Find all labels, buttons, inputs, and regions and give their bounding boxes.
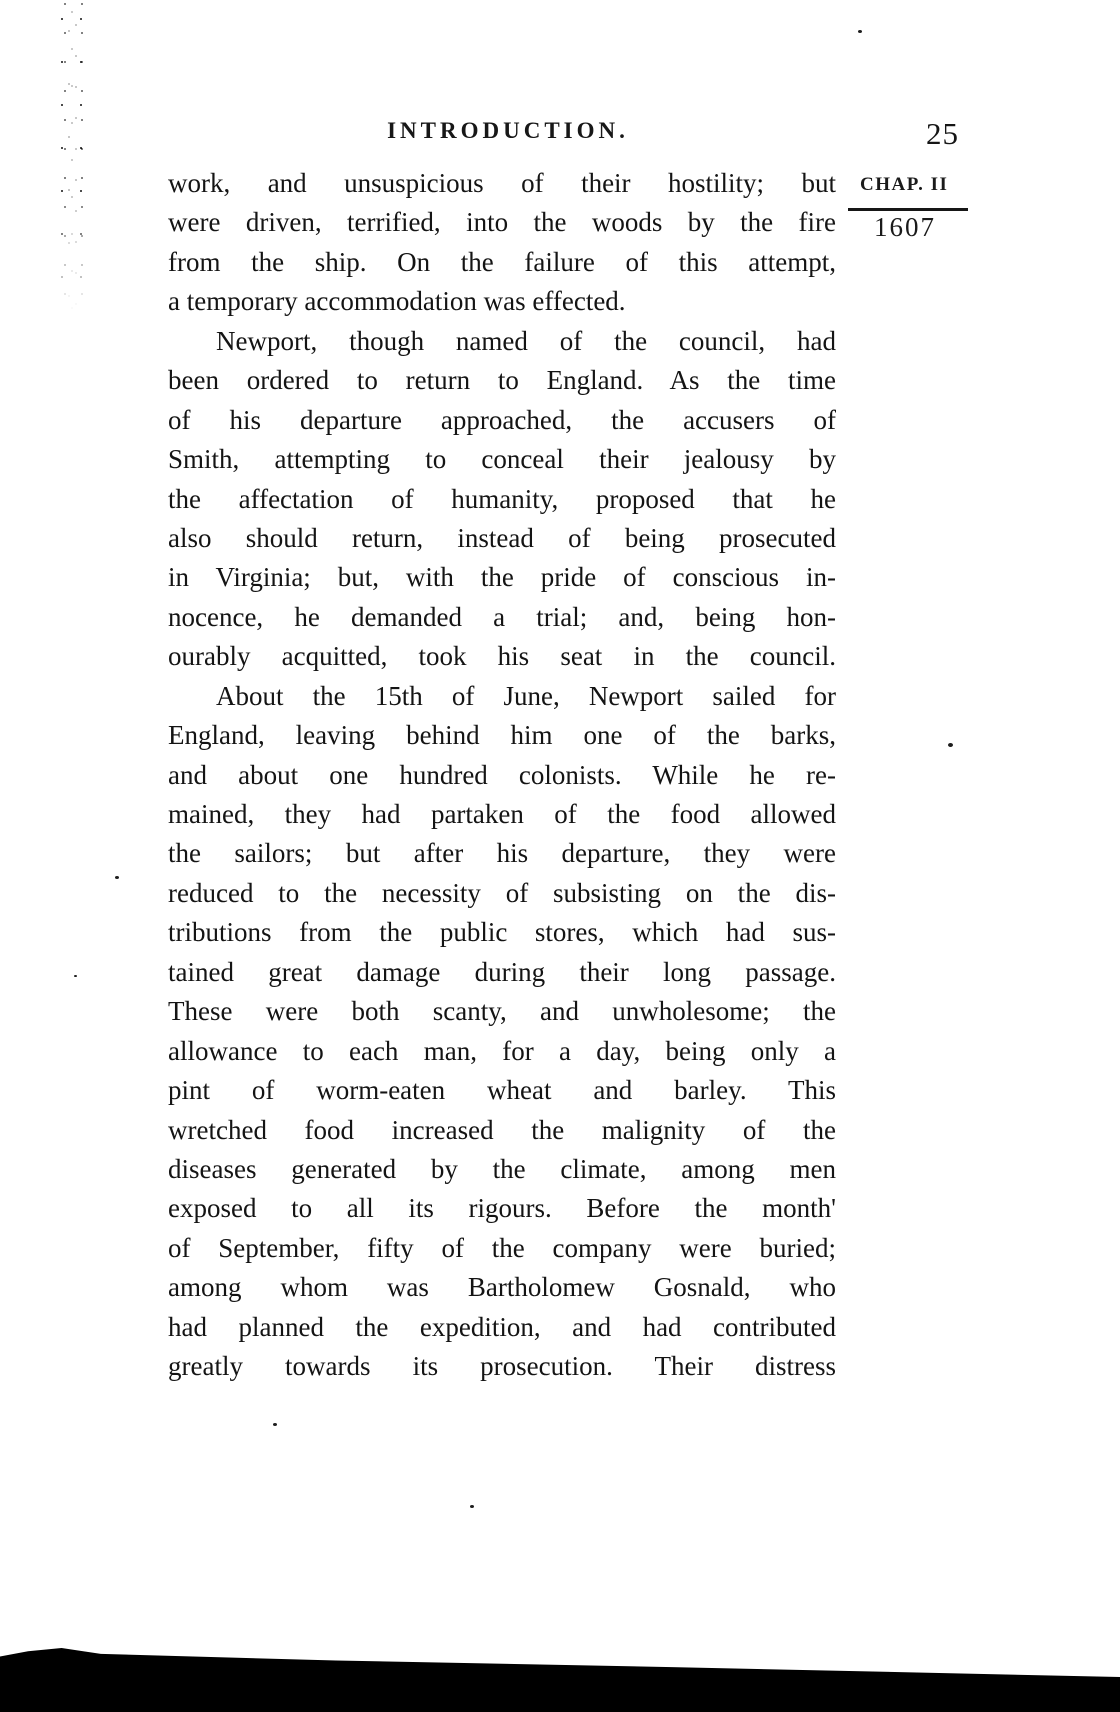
- text-line: had planned the expedition, and had contributed: [168, 1311, 836, 1342]
- text-line: among whom was Bartholomew Gosnald, who: [168, 1272, 836, 1303]
- text-line: exposed to all its rigours. Before the month': [168, 1193, 836, 1224]
- text-line: work, and unsuspicious of their hostility; but: [168, 168, 836, 198]
- text-line: and about one hundred colonists. While he re-: [168, 759, 836, 790]
- text-line: the affectation of humanity, proposed that he: [168, 483, 836, 514]
- text-line: England, leaving behind him one of the barks,: [168, 720, 836, 751]
- text-line: greatly towards its prosecution. Their distress: [168, 1351, 836, 1382]
- text-line: mained, they had partaken of the food allowed: [168, 799, 836, 829]
- text-line: a temporary accommodation was effected.: [168, 286, 626, 317]
- scan-binding-noise-strip: [58, 0, 88, 318]
- text-line: in Virginia; but, with the pride of conscious in-: [168, 562, 836, 593]
- text-line: tained great damage during their long passage.: [168, 956, 836, 987]
- scan-speck: [115, 876, 119, 879]
- text-line: reduced to the necessity of subsisting on the dis-: [168, 877, 836, 908]
- margin-year-note: 1607: [874, 212, 936, 242]
- text-line: About the 15th of June, Newport sailed for: [216, 680, 836, 711]
- page-header-title: INTRODUCTION.: [387, 118, 629, 143]
- scan-speck: [470, 1505, 474, 1508]
- text-line: of September, fifty of the company were buried;: [168, 1232, 836, 1263]
- text-line: allowance to each man, for a day, being only a: [168, 1035, 836, 1066]
- text-line: of his departure approached, the accusers of: [168, 404, 836, 435]
- scan-speck: [273, 1423, 277, 1426]
- text-line: also should return, instead of being prosecuted: [168, 522, 836, 553]
- body-text: [168, 164, 836, 1387]
- text-line: wretched food increased the malignity of the: [168, 1114, 836, 1145]
- text-line: nocence, he demanded a trial; and, being hon-: [168, 601, 836, 632]
- scan-speck: [948, 743, 953, 747]
- margin-chapter-note: CHAP. II: [860, 174, 949, 195]
- text-line: tributions from the public stores, which had sus-: [168, 917, 836, 948]
- scan-artifact-band: [0, 1646, 1120, 1712]
- text-line: from the ship. On the failure of this attempt,: [168, 246, 836, 277]
- text-line: These were both scanty, and unwholesome; the: [168, 996, 836, 1027]
- page-number: 25: [926, 116, 959, 151]
- margin-note-rule: [848, 208, 968, 211]
- text-line: the sailors; but after his departure, they were: [168, 838, 836, 869]
- text-line: Newport, though named of the council, had: [216, 325, 836, 356]
- text-line: Smith, attempting to conceal their jealousy by: [168, 444, 836, 475]
- text-line: pint of worm-eaten wheat and barley. This: [168, 1075, 836, 1106]
- text-line: were driven, terrified, into the woods by the fire: [168, 207, 836, 238]
- scan-speck: [74, 975, 77, 977]
- scan-speck: [858, 30, 862, 33]
- text-line: diseases generated by the climate, among men: [168, 1153, 836, 1184]
- text-line: ourably acquitted, took his seat in the council.: [168, 641, 836, 672]
- text-line: been ordered to return to England. As the time: [168, 365, 836, 396]
